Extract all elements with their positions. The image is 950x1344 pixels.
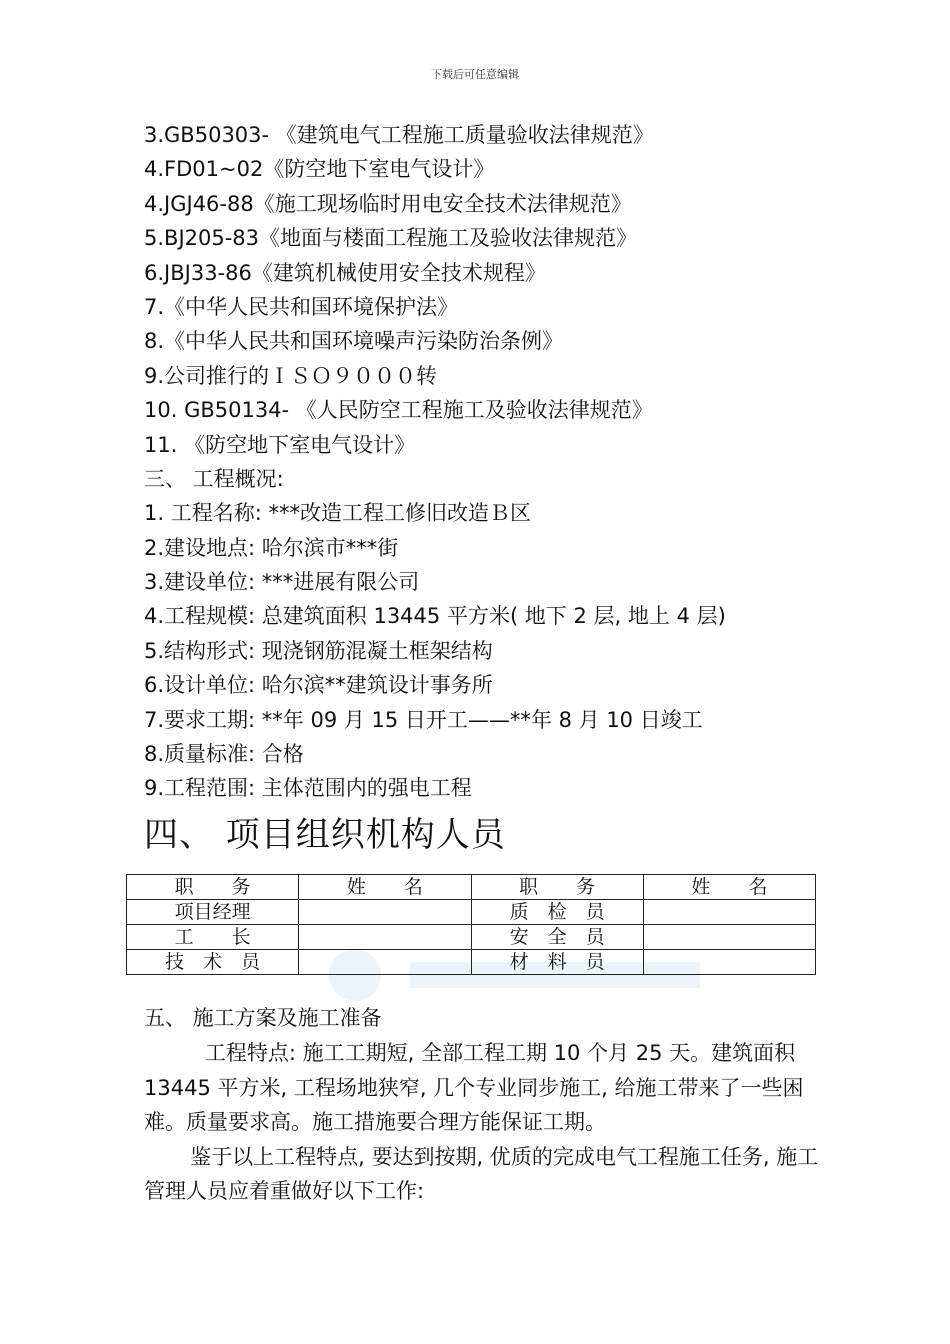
project-info-item: 2.建设地点: 哈尔滨市***街 [144,535,399,560]
project-info-item: 9.工程范围: 主体范围内的强电工程 [144,776,472,801]
table-header-cell: 职 务 [127,875,299,900]
standard-item: 10. GB50134- 《人民防空工程施工及验收法律规范》 [144,398,653,423]
table-cell: 技 术 员 [127,950,299,975]
table-cell: 工 长 [127,925,299,950]
table-header-cell: 职 务 [471,875,643,900]
standard-item: 7.《中华人民共和国环境保护法》 [144,294,459,319]
project-info-item: 6.设计单位: 哈尔滨**建筑设计事务所 [144,673,493,698]
table-cell: 项目经理 [127,900,299,925]
table-cell: 质 检 员 [471,900,643,925]
section4-title: 四、 项目组织机构人员 [144,814,506,855]
table-cell [299,925,471,950]
section5-title: 五、 施工方案及施工准备 [144,1006,382,1030]
staff-table [126,874,816,975]
project-info-item: 1. 工程名称: ***改造工程工修旧改造Ｂ区 [144,501,531,526]
standard-item: 8.《中华人民共和国环境噪声污染防治条例》 [144,329,564,354]
work-requirements-paragraph: 鉴于以上工程特点, 要达到按期, 优质的完成电气工程施工任务, 施工管理人员应着重做好以下工作: [144,1144,819,1203]
document-body [144,118,824,862]
standard-item: 4.JGJ46-88《施工现场临时用电安全技术法律规范》 [144,191,632,216]
project-info-item: 5.结构形式: 现浇钢筋混凝土框架结构 [144,638,493,663]
table-cell: 安 全 员 [471,925,643,950]
standard-item: 11. 《防空地下室电气设计》 [144,432,416,457]
table-header-row [127,875,816,900]
table-cell [643,950,815,975]
section5 [144,1000,824,1209]
table-row [127,950,816,975]
project-info-item: 4.工程规模: 总建筑面积 13445 平方米( 地下 2 层, 地上 4 层) [144,604,726,629]
standard-item: 5.BJ205-83《地面与楼面工程施工及验收法律规范》 [144,226,638,251]
table-cell [643,925,815,950]
table-cell: 材 料 员 [471,950,643,975]
table-cell [299,900,471,925]
table-cell [299,950,471,975]
section3-title: 三、 工程概况: [144,466,284,491]
table-row [127,900,816,925]
standard-item: 9.公司推行的ＩＳＯ９０００转 [144,363,438,388]
project-features-paragraph: 工程特点: 施工工期短, 全部工程工期 10 个月 25 天。建筑面积 13445 平方米, 工程场地狭窄, 几个专业同步施工, 给施工带来了一些困难。质量要求高。施工措施要合理方能保证工期。 [144,1041,804,1134]
page-header: 下载后可任意编辑 [431,68,519,81]
table-header-cell: 姓 名 [643,875,815,900]
project-info-item: 7.要求工期: **年 09 月 15 日开工——**年 8 月 10 日竣工 [144,707,703,732]
table-header-cell: 姓 名 [299,875,471,900]
project-info-item: 3.建设单位: ***进展有限公司 [144,570,420,595]
standard-item: 6.JBJ33-86《建筑机械使用安全技术规程》 [144,260,546,285]
project-info-item: 8.质量标准: 合格 [144,742,304,767]
table-cell [643,900,815,925]
table-row [127,925,816,950]
standard-item: 3.GB50303- 《建筑电气工程施工质量验收法律规范》 [144,123,654,147]
standard-item: 4.FD01~02《防空地下室电气设计》 [144,157,495,182]
